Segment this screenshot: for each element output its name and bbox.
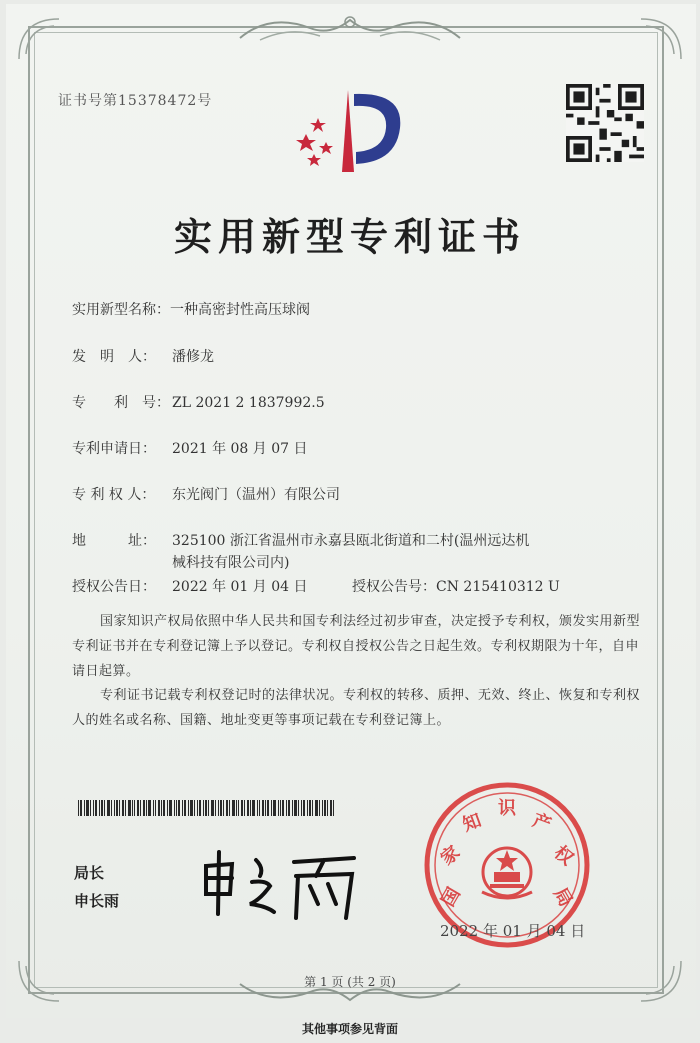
field-label: 地 址： — [72, 533, 156, 549]
field-value: ZL 2021 2 1837992.5 — [172, 395, 325, 411]
barcode-icon — [78, 800, 336, 816]
svg-text:产: 产 — [529, 809, 554, 836]
statement-paragraph-1: 国家知识产权局依照中华人民共和国专利法经过初步审查，决定授予专利权，颁发实用新型专利证书并在专利登记簿上予以登记。专利权自授权公告之日起生效。专利权期限为十年，自申请日起算。 — [72, 614, 641, 679]
qr-code-icon — [566, 84, 644, 162]
field-address-line2: 械科技有限公司内) — [172, 555, 290, 571]
page-indicator: 第 1 页 (共 2 页) — [304, 975, 396, 989]
field-application-date — [72, 438, 308, 458]
certificate-number: 证书号第15378472号 — [58, 93, 213, 109]
corner-ornament-top-right — [636, 14, 686, 64]
field-value: 东光阀门（温州）有限公司 — [172, 487, 340, 503]
director-name: 申长雨 — [74, 892, 120, 910]
field-utility-model-name — [72, 299, 310, 319]
svg-text:家: 家 — [436, 841, 465, 870]
footer-note: 其他事项参见背面 — [301, 1022, 398, 1036]
field-label: 授权公告号： — [352, 579, 436, 595]
field-grant-announcement-date — [72, 576, 308, 596]
field-label: 授权公告日： — [72, 579, 156, 595]
director-signature — [196, 846, 366, 926]
svg-text:国: 国 — [437, 884, 465, 911]
field-grant-announcement-number — [352, 576, 560, 596]
svg-text:识: 识 — [498, 798, 516, 819]
top-ornament — [230, 8, 470, 48]
corner-ornament-top-left — [14, 14, 64, 64]
field-label: 专 利 号： — [72, 395, 170, 411]
field-value: 2022 年 01 月 04 日 — [172, 579, 308, 595]
field-label: 专 利 权 人： — [72, 487, 156, 503]
certificate-title: 实用新型专利证书 — [173, 214, 526, 259]
field-value: CN 215410312 U — [436, 579, 560, 595]
field-value: 潘修龙 — [172, 349, 214, 365]
svg-text:权: 权 — [549, 841, 578, 870]
field-value: 2021 年 08 月 07 日 — [172, 441, 308, 457]
field-patentee — [72, 484, 340, 504]
field-label: 专利申请日： — [72, 441, 156, 457]
seal-date: 2022 年 01 月 04 日 — [440, 922, 586, 940]
svg-text:局: 局 — [549, 884, 577, 911]
field-label: 实用新型名称： — [72, 302, 170, 318]
field-inventor — [72, 346, 214, 366]
cnipa-logo-icon — [292, 84, 412, 176]
field-address — [72, 530, 529, 550]
statement-paragraph-2: 专利证书记载专利权登记时的法律状况。专利权的转移、质押、无效、终止、恢复和专利权人的姓名或名称、国籍、地址变更等事项记载在专利登记簿上。 — [72, 688, 641, 728]
field-patent-number — [72, 392, 325, 412]
field-value: 325100 浙江省温州市永嘉县瓯北街道和二村(温州远达机 — [172, 533, 530, 549]
director-title: 局长 — [74, 864, 105, 882]
field-label: 发 明 人： — [72, 349, 156, 365]
svg-text:知: 知 — [460, 809, 485, 836]
field-value: 一种高密封性高压球阀 — [170, 302, 310, 318]
